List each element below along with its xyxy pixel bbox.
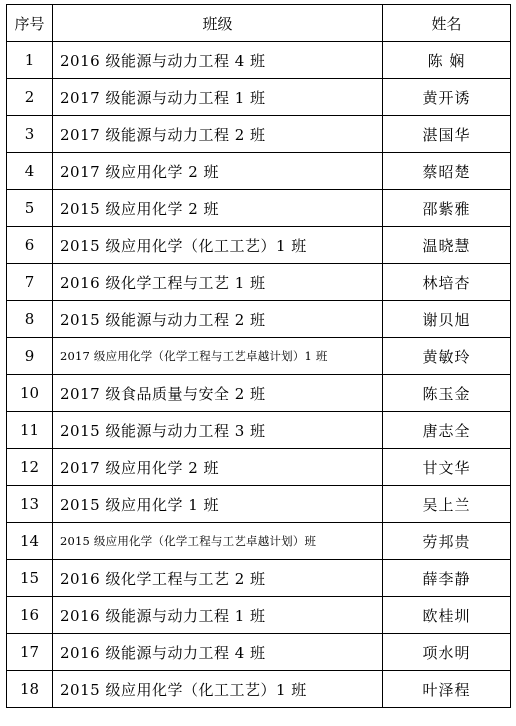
table-row	[7, 634, 511, 671]
row-name: 欧桂圳	[383, 597, 511, 634]
row-serial-number: 17	[7, 634, 53, 671]
row-class: 2017 级应用化学（化学工程与工艺卓越计划）1 班	[53, 338, 383, 375]
row-class: 2017 级能源与动力工程 1 班	[53, 79, 383, 116]
row-class: 2017 级应用化学 2 班	[53, 449, 383, 486]
header-class: 班级	[53, 5, 383, 42]
row-name: 湛国华	[383, 116, 511, 153]
table-row	[7, 42, 511, 79]
table-header-row	[7, 5, 511, 42]
row-serial-number: 7	[7, 264, 53, 301]
row-class: 2015 级应用化学 1 班	[53, 486, 383, 523]
table-row	[7, 227, 511, 264]
row-serial-number: 8	[7, 301, 53, 338]
row-class: 2015 级应用化学（化工工艺）1 班	[53, 671, 383, 708]
row-name: 林培杏	[383, 264, 511, 301]
row-class: 2015 级能源与动力工程 3 班	[53, 412, 383, 449]
row-name: 温晓慧	[383, 227, 511, 264]
row-name: 陈玉金	[383, 375, 511, 412]
table-row	[7, 190, 511, 227]
row-serial-number: 3	[7, 116, 53, 153]
row-class: 2017 级能源与动力工程 2 班	[53, 116, 383, 153]
row-serial-number: 5	[7, 190, 53, 227]
table-row	[7, 523, 511, 560]
row-name: 唐志全	[383, 412, 511, 449]
table-row	[7, 412, 511, 449]
row-serial-number: 4	[7, 153, 53, 190]
row-name: 蔡昭楚	[383, 153, 511, 190]
table-row	[7, 597, 511, 634]
row-serial-number: 14	[7, 523, 53, 560]
row-name: 吴上兰	[383, 486, 511, 523]
row-class: 2016 级能源与动力工程 4 班	[53, 42, 383, 79]
row-class: 2016 级能源与动力工程 4 班	[53, 634, 383, 671]
row-serial-number: 9	[7, 338, 53, 375]
row-name: 陈 娴	[383, 42, 511, 79]
table-row	[7, 153, 511, 190]
row-serial-number: 1	[7, 42, 53, 79]
table-row	[7, 375, 511, 412]
row-class: 2017 级食品质量与安全 2 班	[53, 375, 383, 412]
roster-table	[6, 4, 511, 708]
row-name: 薛李静	[383, 560, 511, 597]
row-serial-number: 12	[7, 449, 53, 486]
row-class: 2016 级能源与动力工程 1 班	[53, 597, 383, 634]
row-name: 劳邦贵	[383, 523, 511, 560]
row-serial-number: 15	[7, 560, 53, 597]
row-serial-number: 2	[7, 79, 53, 116]
row-serial-number: 18	[7, 671, 53, 708]
header-name: 姓名	[383, 5, 511, 42]
row-serial-number: 16	[7, 597, 53, 634]
row-name: 邵紫雅	[383, 190, 511, 227]
row-serial-number: 6	[7, 227, 53, 264]
roster-table-container	[6, 4, 510, 708]
header-serial-number: 序号	[7, 5, 53, 42]
row-class: 2015 级应用化学（化学工程与工艺卓越计划）班	[53, 523, 383, 560]
table-row	[7, 449, 511, 486]
table-body	[7, 42, 511, 708]
table-row	[7, 671, 511, 708]
row-name: 黄开诱	[383, 79, 511, 116]
row-name: 黄敏玲	[383, 338, 511, 375]
table-row	[7, 301, 511, 338]
row-name: 项水明	[383, 634, 511, 671]
row-name: 谢贝旭	[383, 301, 511, 338]
row-class: 2016 级化学工程与工艺 1 班	[53, 264, 383, 301]
table-row	[7, 338, 511, 375]
row-name: 叶泽程	[383, 671, 511, 708]
row-serial-number: 11	[7, 412, 53, 449]
row-name: 甘文华	[383, 449, 511, 486]
table-row	[7, 116, 511, 153]
row-serial-number: 10	[7, 375, 53, 412]
table-row	[7, 79, 511, 116]
row-class: 2016 级化学工程与工艺 2 班	[53, 560, 383, 597]
table-row	[7, 560, 511, 597]
row-class: 2015 级应用化学（化工工艺）1 班	[53, 227, 383, 264]
row-class: 2015 级应用化学 2 班	[53, 190, 383, 227]
row-class: 2017 级应用化学 2 班	[53, 153, 383, 190]
row-class: 2015 级能源与动力工程 2 班	[53, 301, 383, 338]
table-row	[7, 264, 511, 301]
table-row	[7, 486, 511, 523]
row-serial-number: 13	[7, 486, 53, 523]
